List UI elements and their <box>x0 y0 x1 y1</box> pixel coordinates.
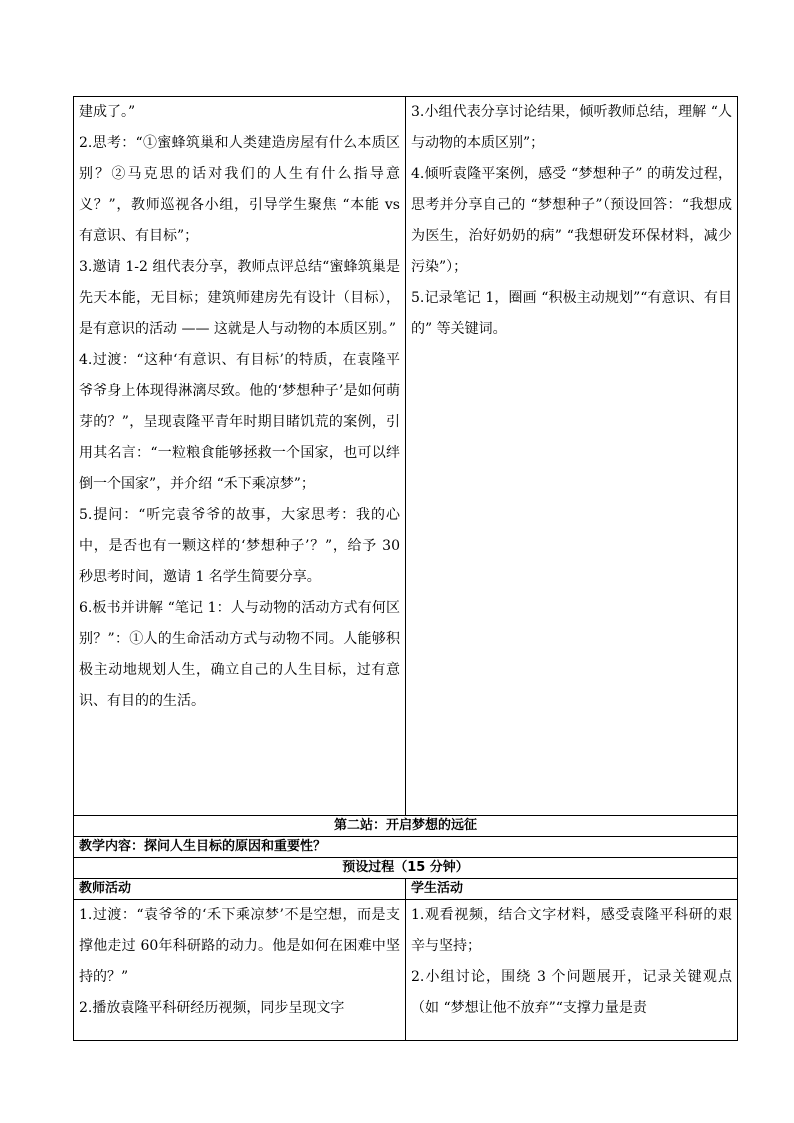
student-column-header: 学生活动 <box>406 879 738 900</box>
activities-row <box>74 97 738 816</box>
station-row <box>74 816 738 837</box>
teacher-column-header: 教师活动 <box>74 879 406 900</box>
station-title: 第二站：开启梦想的远征 <box>74 816 738 837</box>
student-paragraph: 5.记录笔记 1，圈画 “积极主动规划”“有意识、有目的” 等关键词。 <box>411 290 732 337</box>
teacher-paragraph: 4.过渡：“这种‘有意识、有目标’的特质，在袁隆平爷爷身上体现得淋漓尽致。他的‘梦想种子’是如何萌芽的？”，呈现袁隆平青年时期目睹饥荒的案例，引用其名言：“一粒粮食能够拯救一个国家，也可以绊倒一个国家”，并介绍 “禾下乘凉梦”； <box>79 352 400 492</box>
student-paragraph: 3.小组代表分享讨论结果，倾听教师总结，理解 “人与动物的本质区别”； <box>411 104 732 151</box>
teacher-paragraph: 3.邀请 1-2 组代表分享，教师点评总结“蜜蜂筑巢是先天本能，无目标；建筑师建房先有设计（目标），是有意识的活动 —— 这就是人与动物的本质区别。” <box>79 259 400 337</box>
teacher-paragraph: 6.板书并讲解 “笔记 1：人与动物的活动方式有何区别？”：①人的生命活动方式与动物不同。人能够积极主动地规划人生，确立自己的人生目标，过有意识、有目的的生活。 <box>79 600 400 709</box>
column-header-row <box>74 879 738 900</box>
content-title: 教学内容：探问人生目标的原因和重要性？ <box>74 837 738 858</box>
process-title: 预设过程（15 分钟） <box>74 858 738 879</box>
student-activity-cell <box>406 900 738 1041</box>
student-paragraph: 1.观看视频，结合文字材料，感受袁隆平科研的艰辛与坚持； <box>411 907 732 954</box>
teacher-activity-cell <box>74 97 406 816</box>
teacher-paragraph: 2.播放袁隆平科研经历视频，同步呈现文字 <box>79 1000 345 1016</box>
student-paragraph: 2.小组讨论，围绕 3 个问题展开，记录关键观点（如 “梦想让他不放弃”“支撑力量是责 <box>411 969 732 1016</box>
activities-row-2 <box>74 900 738 1041</box>
content-row <box>74 837 738 858</box>
teacher-paragraph: 5.提问：“听完袁爷爷的故事，大家思考：我的心中，是否也有一颗这样的‘梦想种子’？”，给予 30 秒思考时间，邀请 1 名学生简要分享。 <box>79 507 400 585</box>
process-row <box>74 858 738 879</box>
lesson-plan-table <box>73 96 738 1041</box>
teacher-paragraph: 建成了。” <box>79 104 136 120</box>
teacher-paragraph: 2.思考：“①蜜蜂筑巢和人类建造房屋有什么本质区别？②马克思的话对我们的人生有什么指导意义？”，教师巡视各小组，引导学生聚焦 “本能 vs 有意识、有目标”； <box>79 135 400 244</box>
student-activity-cell <box>406 97 738 816</box>
teacher-activity-cell <box>74 900 406 1041</box>
teacher-paragraph: 1.过渡：“袁爷爷的‘禾下乘凉梦’不是空想，而是支撑他走过 60年科研路的动力。他是如何在困难中坚持的？” <box>79 907 400 985</box>
student-paragraph: 4.倾听袁隆平案例，感受 “梦想种子” 的萌发过程，思考并分享自己的 “梦想种子”（预设回答：“我想成为医生，治好奶奶的病” “我想研发环保材料，减少污染”）； <box>411 166 732 275</box>
lesson-plan-page <box>73 96 732 1041</box>
